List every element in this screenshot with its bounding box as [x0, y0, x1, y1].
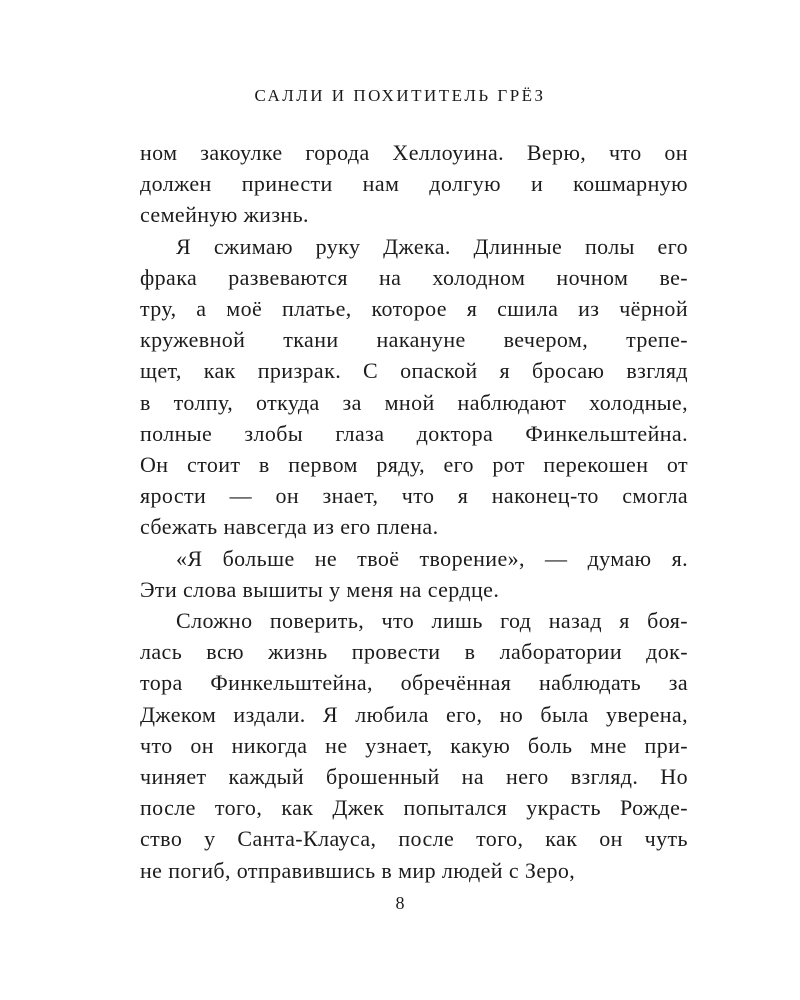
text-line: что он никогда не узнает, какую боль мне при- — [140, 732, 688, 758]
text-line: не погиб, отправившись в мир людей с Зеро, — [140, 857, 576, 883]
text-line: Он стоит в первом ряду, его рот перекошен от — [140, 452, 688, 478]
text-line: тру, а моё платье, которое я сшила из чёрной — [140, 296, 688, 322]
text-line: Эти слова вышиты у меня на сердце. — [140, 576, 500, 602]
text-line: семейную жизнь. — [140, 202, 309, 228]
text-line: тора Финкельштейна, обречённая наблюдать за — [140, 670, 688, 696]
paragraph — [140, 605, 688, 886]
paragraph — [140, 231, 688, 543]
text-line: в толпу, откуда за мной наблюдают холодные, — [140, 389, 688, 415]
text-line: щет, как призрак. С опаской я бросаю взгляд — [140, 358, 688, 384]
text-line: Сложно поверить, что лишь год назад я боя- — [176, 608, 688, 634]
paragraph — [140, 137, 688, 231]
text-line: сбежать навсегда из его плена. — [140, 514, 439, 540]
page-number: 8 — [395, 893, 405, 913]
text-line: фрака развеваются на холодном ночном ве- — [140, 264, 688, 290]
text-line: кружевной ткани накануне вечером, трепе- — [140, 327, 688, 353]
text-line: Я сжимаю руку Джека. Длинные полы его — [176, 233, 688, 259]
page-body — [140, 137, 688, 886]
text-line: должен принести нам долгую и кошмарную — [140, 171, 688, 197]
text-line: ство у Санта-Клауса, после того, как он чуть — [140, 826, 688, 852]
text-line: после того, как Джек попытался украсть Рожде- — [140, 795, 688, 821]
paragraph — [140, 543, 688, 605]
text-line: полные злобы глаза доктора Финкельштейна. — [140, 420, 688, 446]
running-header: САЛЛИ И ПОХИТИТЕЛЬ ГРЁЗ — [254, 86, 546, 105]
text-line: «Я больше не твоё творение», — думаю я. — [176, 545, 688, 571]
text-line: ном закоулке города Хеллоуина. Верю, что он — [140, 140, 688, 165]
text-line: ярости — он знает, что я наконец-то смогла — [140, 483, 688, 509]
text-line: лась всю жизнь провести в лаборатории док- — [140, 639, 688, 665]
text-line: Джеком издали. Я любила его, но была уверена, — [140, 701, 688, 727]
text-line: чиняет каждый брошенный на него взгляд. Но — [140, 764, 688, 790]
